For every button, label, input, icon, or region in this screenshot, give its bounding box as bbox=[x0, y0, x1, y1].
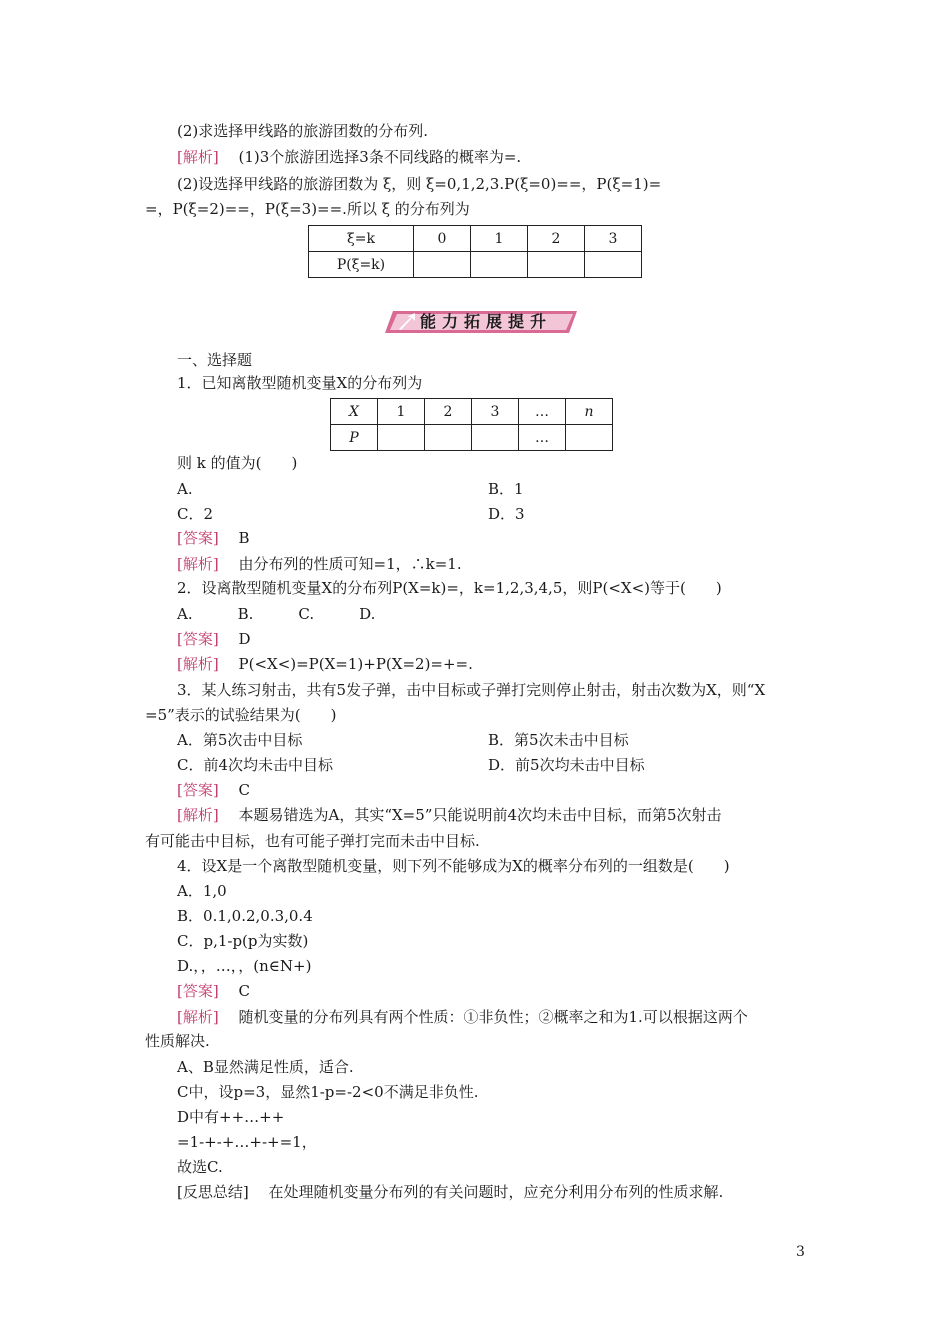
table-cell: n bbox=[566, 399, 613, 425]
table-cell: 1 bbox=[471, 226, 528, 252]
answer-value: C bbox=[238, 982, 250, 1000]
analysis-tag: [解析] bbox=[177, 806, 219, 824]
section-title: 一、选择题 bbox=[177, 351, 253, 369]
q4-analysis-line-1 bbox=[177, 1007, 748, 1027]
q2-stem: 2．设离散型随机变量X的分布列P(X=k)=，k=1,2,3,4,5，则P(<X<)等于( ) bbox=[177, 579, 722, 597]
table-row bbox=[331, 399, 613, 425]
table-cell bbox=[414, 252, 471, 278]
table-cell: 2 bbox=[425, 399, 472, 425]
reflection-summary bbox=[177, 1182, 723, 1202]
table-cell bbox=[378, 425, 425, 451]
banner-title: 能力拓展提升 bbox=[420, 312, 553, 331]
table-cell bbox=[566, 425, 613, 451]
q1-stem: 1．已知离散型随机变量X的分布列为 bbox=[177, 374, 423, 392]
answer-value: D bbox=[238, 630, 251, 648]
option-b: B．0.1,0.2,0.3,0.4 bbox=[177, 907, 313, 925]
q4-stem: 4．设X是一个离散型随机变量，则下列不能够成为X的概率分布列的一组数是( ) bbox=[177, 857, 730, 875]
answer-tag: [答案] bbox=[177, 982, 219, 1000]
analysis-1 bbox=[177, 147, 521, 167]
q4-analysis-line-5: D中有++…++ bbox=[177, 1108, 285, 1126]
option-b: B．第5次未击中目标 bbox=[488, 731, 629, 749]
answer-tag: [答案] bbox=[177, 529, 219, 547]
summary-tag: [反思总结] bbox=[177, 1183, 249, 1201]
q3-analysis-line-1 bbox=[177, 805, 722, 825]
distribution-table-xi bbox=[308, 225, 642, 278]
q3-analysis-line-2: 有可能击中目标，也有可能子弹打完而未击中目标. bbox=[145, 832, 480, 850]
table-cell: P bbox=[331, 425, 378, 451]
q2-analysis bbox=[177, 654, 473, 674]
analysis-tag: [解析] bbox=[177, 555, 219, 573]
answer-tag: [答案] bbox=[177, 630, 219, 648]
q2-answer bbox=[177, 629, 251, 649]
table-cell: ξ=k bbox=[309, 226, 414, 252]
option-a: A．第5次击中目标 bbox=[177, 731, 303, 749]
table-row bbox=[331, 425, 613, 451]
analysis-text: (1)3个旅游团选择3条不同线路的概率为=. bbox=[238, 148, 522, 166]
analysis-text: 本题易错选为A，其实“X=5”只能说明前4次均未击中目标，而第5次射击 bbox=[238, 806, 722, 824]
option-c: C．p,1-p(p为实数) bbox=[177, 932, 309, 950]
table-cell bbox=[585, 252, 642, 278]
analysis-2-line-1: (2)设选择甲线路的旅游团数为 ξ，则 ξ=0,1,2,3.P(ξ=0)==，P(ξ=1)= bbox=[177, 175, 662, 193]
q4-analysis-line-4: C中，设p=3，显然1-p=-2<0不满足非负性. bbox=[177, 1083, 479, 1101]
q1-options-row-1 bbox=[177, 479, 193, 499]
option-d: D．3 bbox=[488, 505, 525, 523]
q2-options: A. B. C. D. bbox=[177, 605, 376, 623]
q4-analysis-line-6: =1-+-+…+-+=1， bbox=[177, 1133, 317, 1151]
table-cell: P(ξ=k) bbox=[309, 252, 414, 278]
table-cell: … bbox=[519, 425, 566, 451]
analysis-2-line-2: =，P(ξ=2)==，P(ξ=3)==.所以 ξ 的分布列为 bbox=[145, 200, 470, 218]
table-cell: 3 bbox=[472, 399, 519, 425]
answer-value: C bbox=[238, 781, 250, 799]
q3-answer bbox=[177, 780, 250, 800]
q4-analysis-line-2: 性质解决. bbox=[145, 1032, 210, 1050]
q1-analysis bbox=[177, 554, 462, 574]
analysis-tag: [解析] bbox=[177, 148, 219, 166]
analysis-text: 由分布列的性质可知=1，∴k=1. bbox=[238, 555, 462, 573]
table-row bbox=[309, 226, 642, 252]
table-cell: 3 bbox=[585, 226, 642, 252]
table-cell: 2 bbox=[528, 226, 585, 252]
table-cell bbox=[425, 425, 472, 451]
table-cell bbox=[528, 252, 585, 278]
q4-analysis-line-7: 故选C. bbox=[177, 1158, 223, 1176]
q4-analysis-line-3: A、B显然满足性质，适合. bbox=[177, 1058, 354, 1076]
question-part-2: (2)求选择甲线路的旅游团数的分布列. bbox=[177, 122, 429, 140]
option-a: A．1,0 bbox=[177, 882, 227, 900]
option-d: D．前5次均未击中目标 bbox=[488, 756, 645, 774]
q1-answer bbox=[177, 528, 250, 548]
q1-ask: 则 k 的值为( ) bbox=[177, 454, 298, 472]
summary-text: 在处理随机变量分布列的有关问题时，应充分利用分布列的性质求解. bbox=[268, 1183, 724, 1201]
answer-value: B bbox=[238, 529, 250, 547]
option-a: A. bbox=[177, 480, 193, 498]
table-cell bbox=[471, 252, 528, 278]
analysis-text: P(<X<)=P(X=1)+P(X=2)=+=. bbox=[238, 655, 473, 673]
q3-stem-line-2: =5”表示的试验结果为( ) bbox=[145, 706, 337, 724]
analysis-tag: [解析] bbox=[177, 1008, 219, 1026]
option-d: D.，，…，，(n∈N+) bbox=[177, 957, 312, 975]
option-c: C．2 bbox=[177, 505, 214, 523]
table-row bbox=[309, 252, 642, 278]
option-b: B．1 bbox=[488, 480, 524, 498]
table-cell: … bbox=[519, 399, 566, 425]
option-c: C．前4次均未击中目标 bbox=[177, 756, 334, 774]
table-cell bbox=[472, 425, 519, 451]
q3-stem-line-1: 3．某人练习射击，共有5发子弹，击中目标或子弹打完则停止射击，射击次数为X，则“X bbox=[177, 681, 766, 699]
answer-tag: [答案] bbox=[177, 781, 219, 799]
analysis-text: 随机变量的分布列具有两个性质：①非负性；②概率之和为1.可以根据这两个 bbox=[238, 1008, 748, 1026]
table-cell: 0 bbox=[414, 226, 471, 252]
distribution-table-x bbox=[330, 398, 613, 451]
analysis-tag: [解析] bbox=[177, 655, 219, 673]
table-cell: 1 bbox=[378, 399, 425, 425]
table-cell: X bbox=[331, 399, 378, 425]
q4-answer bbox=[177, 981, 250, 1001]
page-number: 3 bbox=[796, 1244, 805, 1260]
